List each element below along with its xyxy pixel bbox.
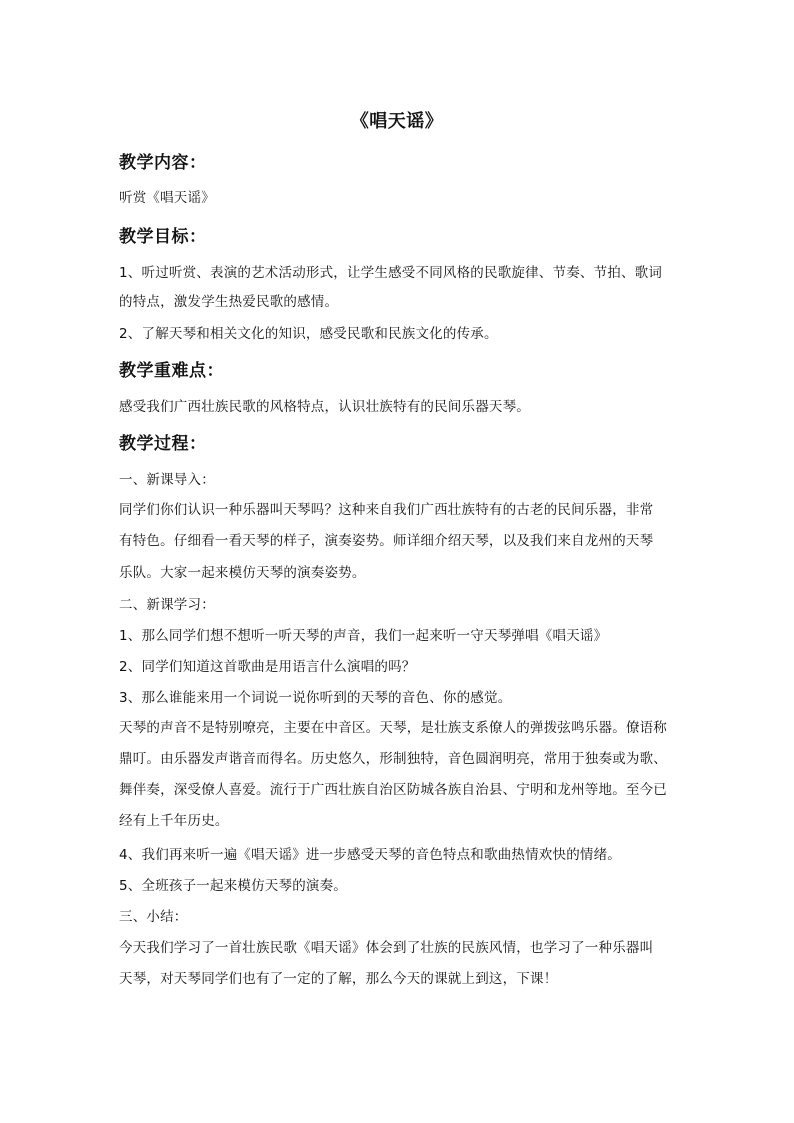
paragraph-line: 1、那么同学们想不想听一听天琴的声音，我们一起来听一守天琴弹唱《唱天谣》 — [119, 628, 608, 644]
heading-key-points: 教学重难点： — [119, 361, 224, 381]
paragraph-line: 同学们你们认识一种乐器叫天琴吗？这种来自我们广西壮族特有的古老的民间乐器，非常 — [119, 502, 654, 518]
paragraph-line: 经有上千年历史。 — [119, 813, 229, 829]
document-title: 《唱天谣》 — [350, 111, 444, 132]
paragraph-line: 乐队。大家一起来模仿天琴的演奏姿势。 — [119, 565, 366, 581]
paragraph-line: 2、同学们知道这首歌曲是用语言什么演唱的吗？ — [119, 659, 416, 675]
paragraph-line: 2、了解天琴和相关文化的知识，感受民歌和民族文化的传承。 — [119, 326, 498, 342]
paragraph-line: 4、我们再来听一遍《唱天谣》进一步感受天琴的音色特点和歌曲热情欢快的情绪。 — [119, 847, 621, 863]
heading-teaching-process: 教学过程： — [119, 434, 207, 454]
paragraph-line: 有特色。仔细看一看天琴的样子，演奏姿势。师详细介绍天琴，以及我们来自龙州的天琴 — [119, 533, 654, 549]
paragraph-line: 鼎叮。由乐器发声谐音而得名。历史悠久，形制独特，音色圆润明亮，常用于独奏或为歌、 — [119, 751, 667, 767]
paragraph-line: 三、小结： — [119, 909, 188, 925]
paragraph-line: 5、全班孩子一起来模仿天琴的演奏。 — [119, 878, 347, 894]
paragraph-line: 天琴的声音不是特别嘹亮，主要在中音区。天琴，是壮族支系僚人的弹拨弦鸣乐器。僚语称 — [119, 720, 667, 736]
heading-teaching-goals: 教学目标： — [119, 227, 207, 247]
paragraph-line: 3、那么谁能来用一个词说一说你听到的天琴的音色、你的感觉。 — [119, 690, 512, 706]
paragraph-line: 二、新课学习： — [119, 597, 215, 613]
heading-teaching-content: 教学内容： — [119, 153, 207, 173]
paragraph-line: 今天我们学习了一首壮族民歌《唱天谣》体会到了壮族的民族风情，也学习了一种乐器叫 — [119, 940, 654, 956]
paragraph-line: 天琴，对天琴同学们也有了一定的了解，那么今天的课就上到这，下课！ — [119, 971, 558, 987]
paragraph-line: 1、听过听赏、表演的艺术活动形式，让学生感受不同风格的民歌旋律、节奏、节拍、歌词 — [119, 265, 663, 281]
paragraph-line: 的特点，激发学生热爱民歌的感情。 — [119, 294, 339, 310]
paragraph-line: 一、新课导入： — [119, 472, 215, 488]
paragraph-line: 听赏《唱天谣》 — [119, 190, 215, 206]
paragraph-line: 舞伴奏，深受僚人喜爱。流行于广西壮族自治区防城各族自治县、宁明和龙州等地。至今已 — [119, 782, 667, 798]
paragraph-line: 感受我们广西壮族民歌的风格特点，认识壮族特有的民间乐器天琴。 — [119, 399, 530, 415]
